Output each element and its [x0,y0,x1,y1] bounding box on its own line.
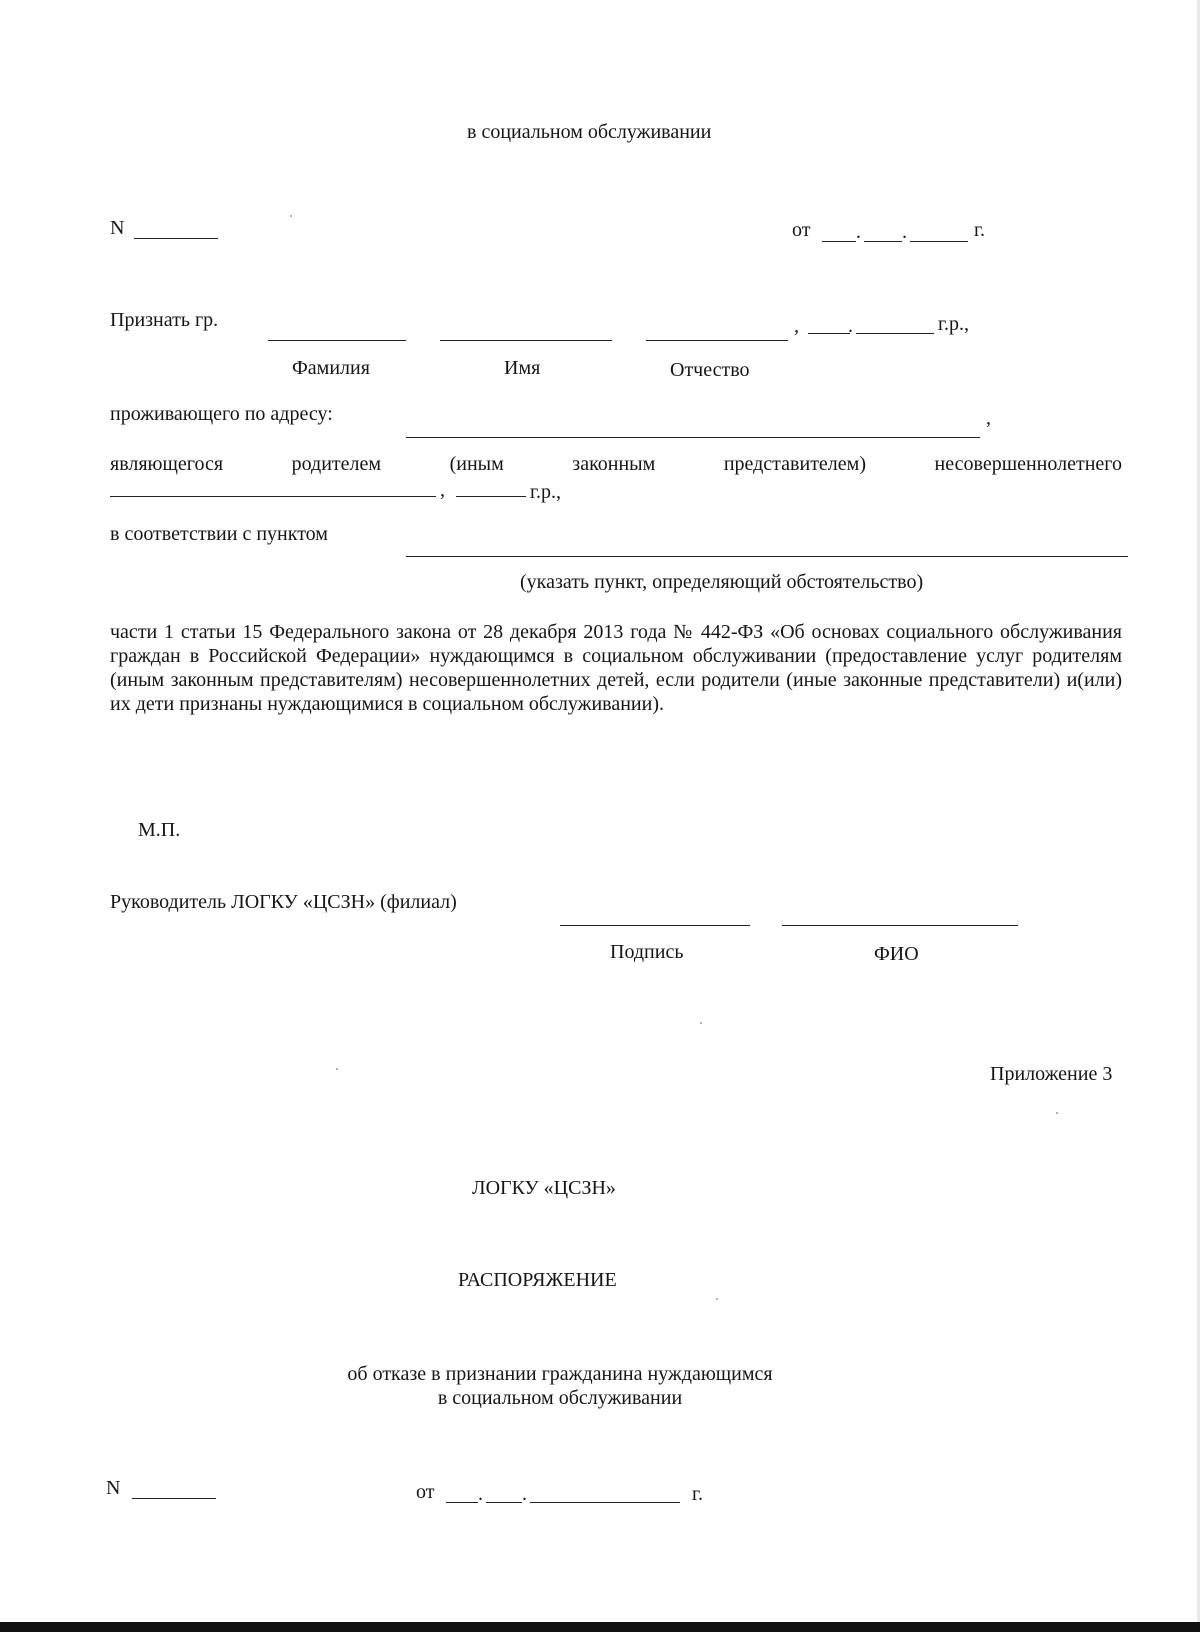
date-dot: . [856,221,861,243]
order-subject-line1: об отказе в признании гражданина нуждающимся [347,1363,773,1385]
fio-caption: ФИО [874,943,919,965]
org-name: ЛОГКУ «ЦСЗН» [472,1177,616,1199]
scan-speck [336,1068,338,1070]
date-day-field[interactable] [822,241,856,242]
signature-caption: Подпись [610,941,684,963]
date-from-label: от [792,219,811,241]
order-subject-line2: в социальном обслуживании [437,1387,683,1409]
scan-bottom-border [0,1622,1200,1632]
name-caption: Имя [504,357,541,379]
order-date-dot: . [522,1483,527,1505]
date-suffix: г. [974,219,985,241]
order-date-dot: . [478,1483,483,1505]
scan-speck [716,1298,718,1300]
order-number-field[interactable] [132,1498,216,1499]
order-heading: РАСПОРЯЖЕНИЕ [458,1269,617,1291]
number-label: N [110,217,125,239]
head-label: Руководитель ЛОГКУ «ЦСЗН» (филиал) [110,891,457,913]
date-dot: . [902,221,907,243]
order-number-label: N [106,1477,121,1499]
stamp-place: М.П. [138,819,181,841]
per-item-label: в соответствии с пунктом [110,523,328,545]
birth-dot: . [848,315,853,337]
address-field[interactable] [406,437,980,438]
date-year-field[interactable] [910,241,968,242]
birth-suffix: г.р., [938,313,969,335]
date-month-field[interactable] [864,241,902,242]
comma: , [794,315,799,337]
number-field[interactable] [134,238,218,239]
patronymic-caption: Отчество [670,359,750,381]
minor-birth-suffix: г.р., [530,481,561,503]
birth-day-month-field[interactable] [808,333,850,334]
order-date-from: от [416,1481,435,1503]
scan-speck [1056,1112,1058,1114]
patronymic-field[interactable] [646,340,788,341]
body-paragraph: части 1 статьи 15 Федерального закона от 28 декабря 2013 года № 442-ФЗ «Об основах социального обслуживания граждан в Российской Федерации» нуждающимся в социальном обслуживании (предоставление услуг родителям (иным законным представителям) несовершеннолетних детей, если родители (иные законные представители) и(или) их дети признаны нуждающимися в социальном обслуживании). [110,621,1122,715]
surname-field[interactable] [268,340,406,341]
order-date-year-field[interactable] [530,1502,680,1503]
order-date-month-field[interactable] [486,1502,522,1503]
name-field[interactable] [440,340,612,341]
item-hint: (указать пункт, определяющий обстоятельство) [520,571,924,593]
minor-birth-field[interactable] [456,496,526,497]
item-field[interactable] [406,556,1128,557]
minor-comma: , [440,479,445,501]
order-date-day-field[interactable] [446,1502,478,1503]
fio-field[interactable] [782,925,1018,926]
parent-statement: являющегося родителем (иным законным представителем) несовершеннолетнего [110,453,1122,475]
order-date-suffix: г. [692,1483,703,1505]
doc-subtitle: в социальном обслуживании [467,121,712,143]
signature-field[interactable] [560,925,750,926]
scan-speck [700,1022,702,1024]
scan-speck [290,215,292,217]
address-comma: , [986,407,991,429]
minor-name-field[interactable] [110,496,436,497]
address-label: проживающего по адресу: [110,403,333,425]
surname-caption: Фамилия [292,357,370,379]
recognize-label: Признать гр. [110,309,219,331]
appendix-label: Приложение 3 [990,1063,1113,1085]
birth-year-field[interactable] [856,333,934,334]
